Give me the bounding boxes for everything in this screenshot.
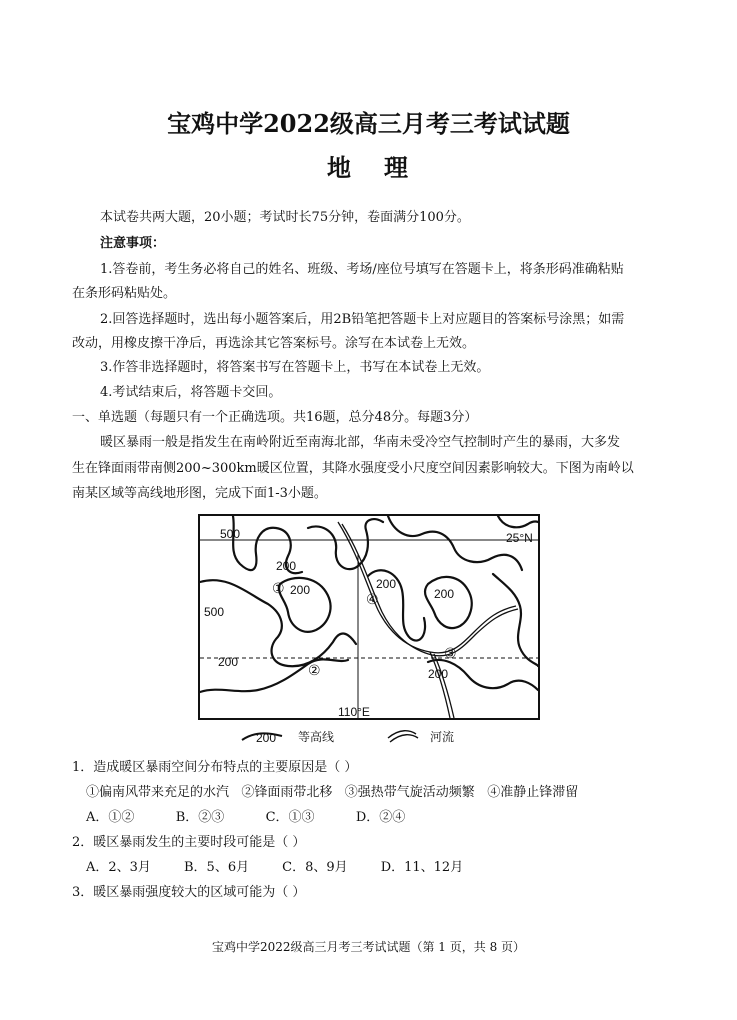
note-4: 4.考试结束后，将答题卡交回。 — [100, 385, 282, 400]
contour-label-200: 200 — [276, 559, 297, 573]
note-1-cont: 在条形码粘贴处。 — [72, 286, 177, 301]
note-1: 1.答卷前，考生务必将自己的姓名、班级、考场/座位号填写在答题卡上，将条形码准确粘贴 — [100, 262, 624, 277]
contour-label-200: 200 — [376, 577, 397, 591]
legend-river-label: 河流 — [430, 730, 455, 744]
note-2-cont: 改动，用橡皮擦干净后，再选涂其它答案标号。涂写在本试卷上无效。 — [72, 336, 476, 351]
passage-line-1: 暖区暴雨一般是指发生在南岭附近至南海北部，华南未受冷空气控制时产生的暴雨，大多发 — [100, 435, 621, 450]
point-3-marker: ③ — [444, 646, 457, 662]
notice-title: 注意事项： — [100, 236, 166, 251]
legend-contour-label: 等高线 — [298, 730, 335, 744]
contour-label-200: 200 — [434, 587, 455, 601]
contour-map — [198, 514, 540, 720]
legend-river-symbol — [388, 731, 418, 742]
longitude-label: 110°E — [338, 705, 370, 719]
exam-summary: 本试卷共两大题，20小题；考试时长75分钟，卷面满分100分。 — [100, 210, 470, 225]
section-heading: 一、单选题（每题只有一个正确选项。共16题，总分48分。每题3分） — [72, 410, 478, 425]
latitude-label: 25°N — [506, 531, 533, 545]
contour-label-200: 200 — [290, 583, 311, 597]
contour-label-500: 500 — [204, 605, 225, 619]
passage-line-3: 南某区域等高线地形图，完成下面1-3小题。 — [72, 486, 327, 501]
question-2-options: A．2、3月 B．5、6月 C．8、9月 D．11、12月 — [86, 860, 464, 875]
question-1-stem: 1．造成暖区暴雨空间分布特点的主要原因是（ ） — [72, 760, 358, 775]
subject-title: 地 理 — [326, 153, 411, 182]
page-footer: 宝鸡中学2022级高三月考三考试试题（第 1 页，共 8 页） — [211, 940, 526, 954]
question-3-stem: 3．暖区暴雨强度较大的区域可能为（ ） — [72, 885, 306, 900]
contour-label-200: 200 — [428, 667, 449, 681]
question-2-stem: 2．暖区暴雨发生的主要时段可能是（ ） — [72, 835, 306, 850]
note-3: 3.作答非选择题时，将答案书写在答题卡上，书写在本试卷上无效。 — [100, 360, 490, 375]
legend-contour-value: 200 — [256, 731, 277, 745]
question-1-options: A．①② B．②③ C．①③ D．②④ — [86, 810, 406, 825]
question-1-statements: ①偏南风带来充足的水汽 ②锋面雨带北移 ③强热带气旋活动频繁 ④准静止锋滞留 — [86, 785, 579, 800]
passage-line-2: 生在锋面雨带南侧200~300km暖区位置，其降水强度受小尺度空间因素影响较大。下图为南岭以 — [72, 461, 634, 476]
contour-label-200: 200 — [218, 655, 239, 669]
exam-title: 宝鸡中学2022级高三月考三考试试题 — [167, 109, 570, 138]
map-legend — [240, 724, 500, 746]
note-2: 2.回答选择题时，选出每小题答案后，用2B铅笔把答题卡上对应题目的答案标号涂黑；如需 — [100, 312, 625, 327]
point-1-marker: ① — [272, 581, 285, 597]
point-2-marker: ② — [308, 663, 321, 679]
point-4-marker: ④ — [366, 592, 379, 608]
contour-label-500: 500 — [220, 527, 241, 541]
